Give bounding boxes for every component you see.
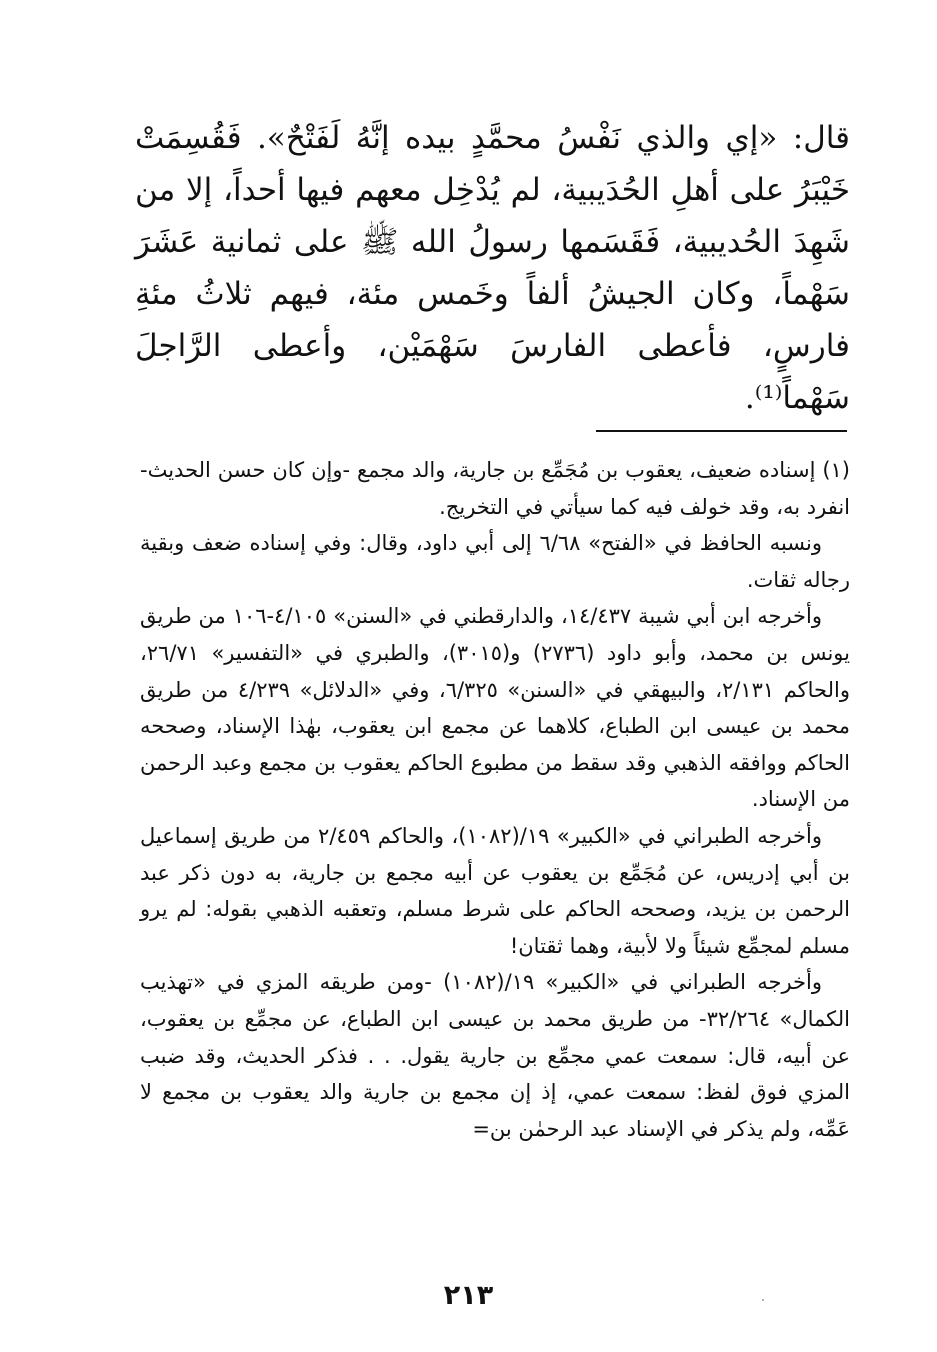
- footnote-paragraph: وأخرجه الطبراني في «الكبير» ١٩/(١٠٨٢)، والحاكم ٢/٤٥٩ من طريق إسماعيل بن أبي إدريس، عن مُجَمِّع بن يعقوب عن أبيه مجمع بن جارية، به دون ذكر عبد الرحمن بن يزيد، وصححه الحاكم على شرط مسلم، وتعقبه الذهبي بقوله: لم يرو مسلم لمجمِّع شيئاً ولا لأبية، وهما ثقتان!: [140, 823, 850, 958]
- footnote-paragraph: وأخرجه ابن أبي شيبة ١٤/٤٣٧، والدارقطني في «السنن» ٤/١٠٥-١٠٦ من طريق يونس بن محمد، وأبو داود (٢٧٣٦) و(٣٠١٥)، والطبري في «التفسير» ٢٦/٧١، والحاكم ٢/١٣١، والبيهقي في «السنن» ٦/٣٢٥، وفي «الدلائل» ٤/٢٣٩ من طريق محمد بن عيسى ابن الطباع، كلاهما عن مجمع ابن يعقوب، بهٰذا الإسناد، وصححه الحاكم ووافقه الذهبي وقد سقط من مطبوع الحاكم يعقوب بن مجمع وعبد الرحمن من الإسناد.: [140, 604, 850, 812]
- footnote-paragraph: وأخرجه الطبراني في «الكبير» ١٩/(١٠٨٢) -ومن طريقه المزي في «تهذيب الكمال» ٣٢/٢٦٤- من طريق محمد بن عيسى ابن الطباع، عن مجمِّع بن يعقوب، عن أبيه، قال: سمعت عمي مجمِّع بن جارية يقول. . . فذكر الحديث، وقد ضبب المزي فوق لفظ: سمعت عمي، إذ إن مجمع بن جارية والد يعقوب بن مجمع لا عَمِّه، ولم يذكر في الإسناد عبد الرحمٰن بن=: [140, 970, 851, 1141]
- footnote-paragraph: ونسبه الحافظ في «الفتح» ٦/٦٨ إلى أبي داود، وقال: وفي إسناده ضعف وبقية رجاله ثقات.: [140, 531, 850, 592]
- main-paragraph: قال: «إي والذي نَفْسُ محمَّدٍ بيده إنَّهُ لَفَتْحٌ». فَقُسِمَتْ خَيْبَرُ على أهلِ الحُدَيبية، لم يُدْخِل معهم فيها أحداً، إلا من شَهِدَ الحُديبية، فَقَسَمها رسولُ الله ﷺ على ثمانية عَشَرَ سَهْماً، وكان الجيشُ ألفاً وخَمس مئة، فيهم ثلاثُ مئةِ فارسٍ، فأعطى الفارسَ سَهْمَيْن، وأعطى الرَّاجلَ سَهْماً⁽¹⁾.: [135, 120, 850, 416]
- main-text-block: [135, 112, 850, 424]
- footnote-paragraph: (١) إسناده ضعيف، يعقوب بن مُجَمِّع بن جارية، والد مجمع -وإن كان حسن الحديث- انفرد به، وقد خولف فيه كما سيأتي في التخريج.: [140, 458, 850, 519]
- footnotes-block: [140, 452, 850, 1147]
- footnote-separator: [596, 430, 847, 432]
- scan-speck: [762, 1299, 764, 1301]
- page-number: ٢١٣: [443, 1280, 494, 1311]
